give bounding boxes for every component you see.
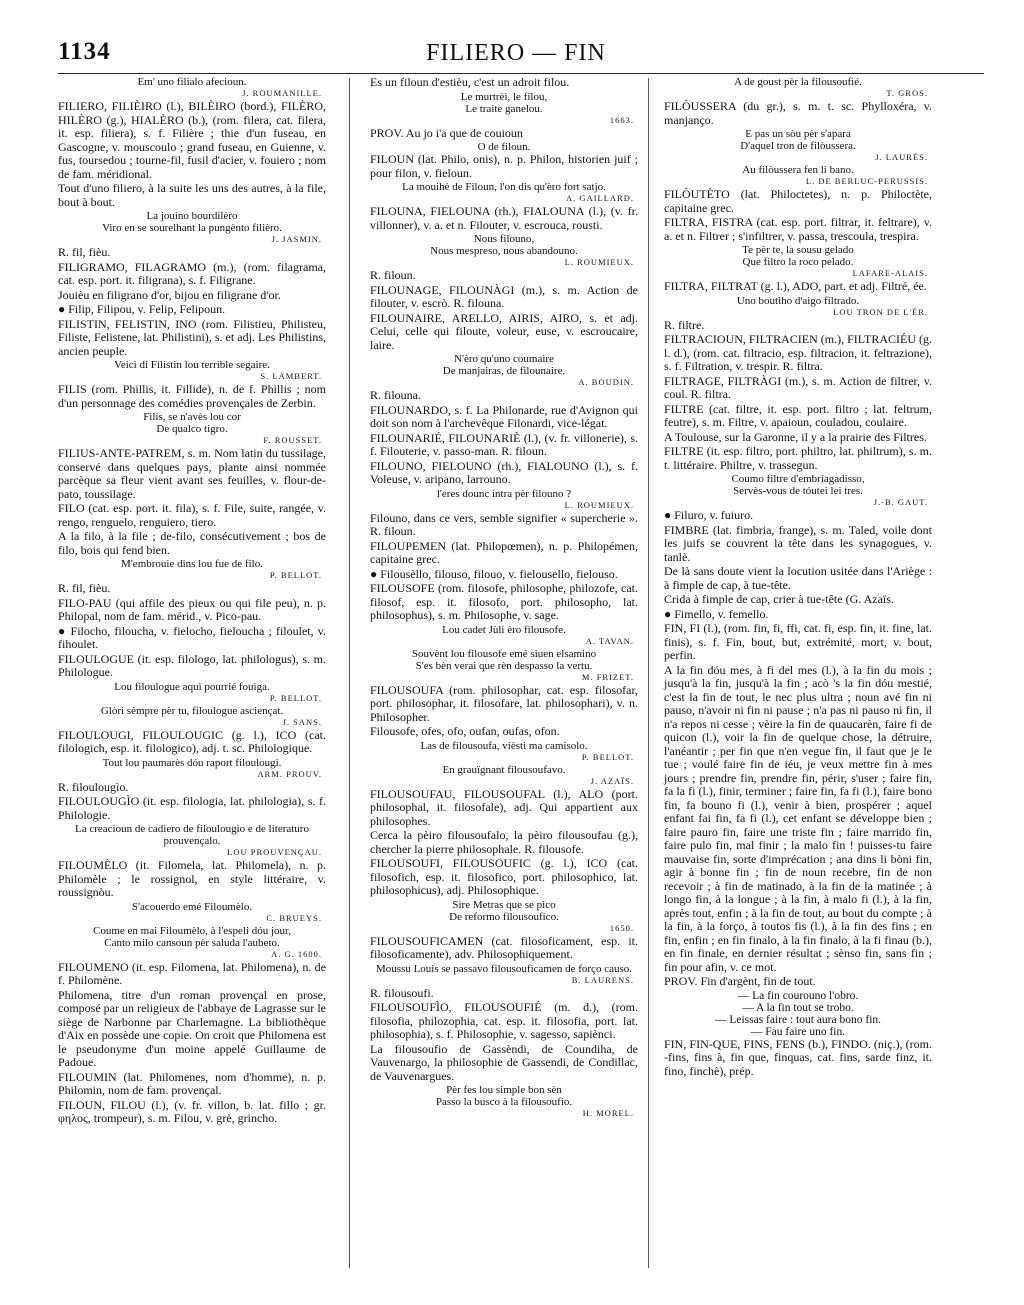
entry-text: FILÒUTÈTO (lat. Philoctetes), n. p. Philoctète, capitaine grec. xyxy=(664,187,932,215)
entry-text: FILTRE (cat. filtre, it. esp. port. filtro ; lat. feltrum, feutre), s. m. Filtre, v. apaioun, couladou, coulaire. xyxy=(664,401,932,429)
entry-text: ● Filousèllo, filouso, filouo, v. fielousello, fielouso. xyxy=(370,566,618,581)
entry-text: A Toulouse, sur la Garonne, il y a la prairie des Filtres. xyxy=(664,429,927,444)
entry-text: ● Fimello, v. femello. xyxy=(664,606,769,621)
quotation-line: Coume en mai Filoumèlo, à l'espeli dóu jour, xyxy=(93,924,291,937)
entry-text: FILO (cat. esp. port. it. fila), s. f. File, suite, rangée, v. rengo, renguelo, renguiero, tiero. xyxy=(58,501,326,529)
entry-text: R. filousoufi. xyxy=(370,985,434,1000)
page-header xyxy=(48,38,984,74)
quotation-attribution: J. LAURÈS. xyxy=(875,152,928,162)
quotation-line: Le murtrèi, le filou, xyxy=(460,90,548,103)
quotation-line: M'embrouie dins lou fue de filo. xyxy=(121,558,263,570)
quotation-attribution: 1650. xyxy=(609,922,634,933)
column-divider-left xyxy=(349,78,350,1268)
entry-text: FILOULOGUE (it. esp. filologo, lat. philologus), s. m. Philologue. xyxy=(58,651,326,679)
quotation-attribution: J. ROUMANILLE. xyxy=(242,88,322,98)
quotation-attribution: L. DE BERLUC-PERUSSIS. xyxy=(805,176,928,186)
quotation-line: La mouihè de Filoun, l'on dis qu'èro fort satjo. xyxy=(402,181,606,193)
quotation-line: Filis, se n'avès lou cor xyxy=(143,411,241,423)
quotation-line: Passo la busco à la filousoufio. xyxy=(435,1096,573,1108)
quotation-line: Lou cadet Jùli èro filousofe. xyxy=(442,623,566,636)
entry-text: FILOUNA, FIELOUNA (rh.), FIALOUNA (l.), (v. fr. villonner), v. a. et n. Filouter, v. escrouca, rousti. xyxy=(370,204,638,232)
quotation-attribution: C. BRUEYS. xyxy=(266,912,322,923)
quotation-attribution: B. LAURENS. xyxy=(571,974,634,985)
column-right xyxy=(664,76,932,1079)
entry-text: De là sans doute vient la locution usitée dans l'Ariège : à fimple de cap, à tue-tête. xyxy=(664,564,932,592)
entry-text: La filousoufio de Gassèndi, de Coundiha, de Vauvenargo, la philosophie de Gassendi, de Condillac, de Vauvenargues. xyxy=(370,1041,638,1083)
quotation-line: A de goust pèr la filousoufìé. xyxy=(734,76,862,88)
entry-text: FILO-PAU (qui affile des pieux ou qui file peu), n. p. Philopal, nom de fam. mérid., v. Pico-pau. xyxy=(58,595,326,623)
entry-text: FILOUMENO (it. esp. Filomena, lat. Philomena), n. de f. Philomène. xyxy=(58,959,326,987)
quotation-line: Souvènt lou filousofe emé siuen elsamino xyxy=(411,647,597,660)
entry-text: FILOUSOUFICAMEN (cat. filosoficament, esp. it. filosoficamente), adv. Philosophiquement. xyxy=(370,933,638,961)
quotation-attribution: LOU PROUVENÇAU. xyxy=(227,847,322,857)
entry-text: ● Filip, Filipou, v. Felip, Felipoun. xyxy=(58,302,226,316)
entry-text: R. filoun. xyxy=(370,268,416,282)
quotation-attribution: F. ROUSSET. xyxy=(263,435,322,445)
entry-text: FILIGRAMO, FILAGRAMO (m.), (rom. filagrama, cat. esp. port. it. filigrana), s. f. Filigrane. xyxy=(58,259,326,287)
entry-text: Jouièu en filigrano d'or, bijou en filigrane d'or. xyxy=(58,287,281,302)
entry-text: FILOUN (lat. Philo, onis), n. p. Philon, historien juif ; pour filon, v. fieloun. xyxy=(370,152,638,180)
entry-text: Tout d'uno filiero, à la suite les uns des autres, à la file, bout à bout. xyxy=(58,181,326,209)
entry-text: FILISTIN, FELISTIN, INO (rom. Filistieu, Philisteu, Filiste, Felistene, lat. Philistini), s. et adj. Les Philistins, ancien peuple. xyxy=(58,316,326,358)
quotation-line: Le traite ganelou. xyxy=(465,102,543,115)
quotation-line: N'èro qu'uno coumaire xyxy=(454,353,554,365)
quotation-attribution: LAFARE-ALAIS. xyxy=(852,268,928,278)
quotation-line: l'eres dounc intra pèr filouno ? xyxy=(436,487,572,500)
quotation-line: Nous mespreso, nous abandouno. xyxy=(430,245,578,257)
entry-text: ● Filocho, filoucha, v. fielocho, fieloucha ; filoulet, v. fihoulet. xyxy=(58,623,326,651)
entry-text: Philomena, titre d'un roman provençal en prose, composé par un religieux de l'abbaye de Lagrasse sur le siège de Narbonne par Charlemagne. La bibliothèque d'Aix en possède une copie. On croit que Philomena est le pseudonyme d'un moine appelé Guillaume de Padoue. xyxy=(58,987,326,1069)
entry-text: FILOUNAGE, FILOUNÀGI (m.), s. m. Action de filouter, v. escrò. R. filouna. xyxy=(370,282,638,310)
entry-text: R. filoulougìo. xyxy=(58,779,129,794)
quotation-attribution: A. TAVAN. xyxy=(585,635,634,646)
entry-text: PROV. Au jo i'a que de couioun xyxy=(370,125,523,140)
quotation-line: D'aquel tron de filòussera. xyxy=(740,140,856,152)
quotation-attribution: T. GROS. xyxy=(886,88,928,98)
entry-text: FIMBRE (lat. fimbria, frange), s. m. Taled, voile dont les juifs se couvrent la tête dans les synagogues, v. tanlè. xyxy=(664,522,932,564)
quotation-line: Coumo filtre d'embriagadisso, xyxy=(731,473,865,485)
quotation-line: Glòri sèmpre pèr tu, filoulogue asciençat. xyxy=(100,704,284,717)
entry-text: FILOUSOUFÌO, FILOUSOUFIÉ (m. d.), (rom. filosofia, philozophia, cat. esp. it. filosofia, port. lat. philosophia), s. f. Philosophie, v. sagesso, sapiènci. xyxy=(370,1000,638,1041)
entry-text: FILIUS-ANTE-PATREM, s. m. Nom latin du tussilage, conservé dans quelques pays, plante ainsi nommée parcèque sa fleur vient avant ses feuilles, v. flour-de-pato, toussilage. xyxy=(58,446,326,501)
quotation-line: Tout lou paumarès dóu raport filoulougi. xyxy=(102,756,282,769)
quotation-line: De reformo filousoufico. xyxy=(449,910,559,923)
quotation-line: Servès-vous de tóutei lei tres. xyxy=(733,485,863,497)
page-number: 1134 xyxy=(58,38,111,65)
quotation-line: Te pèr te, la sousu gelado xyxy=(742,244,854,256)
entry-text: FILOUNARDO, s. f. La Philonarde, rue d'Avignon qui doit son nom à l'archevêque Filonardi, vice-légat. xyxy=(370,402,638,430)
entry-text: FILOUSOUFAU, FILOUSOUFAL (l.), ALO (port. philosophal, it. filosofale), adj. Qui appartient aux philosophes. xyxy=(370,786,638,828)
entry-text: Filousofe, ofes, ofo, oufan, oufas, ofon. xyxy=(370,724,560,738)
quotation-attribution: J. AZAÏS. xyxy=(590,775,634,786)
quotation-line: Nous filouno, xyxy=(473,233,535,245)
quotation-line: Canto milo cansoun pèr saluda l'aubeto. xyxy=(104,936,280,949)
quotation-line: Pèr fes lou simple bon sèn xyxy=(446,1084,562,1096)
entry-text: R. filouna. xyxy=(370,388,421,402)
quotation-line: Em' uno filialo afecioun. xyxy=(137,76,247,88)
entry-text: FIN, FI (l.), (rom. fin, fi, ffi, cat. fi, esp. fin, it. fine, lat. finis), s. f. Fin, bout, but, extrémité, mort, v. bout, perfin. xyxy=(664,621,932,662)
quotation-attribution: ARM. PROUV. xyxy=(257,768,322,779)
quotation-line: Que filtro la roco pelado. xyxy=(742,256,854,268)
entry-text: FILTRA, FISTRA (cat. esp. port. filtrar, it. feltrare), v. a. et n. Filtrer ; s'infiltrer, v. passa, trescoula, trespira. xyxy=(664,215,932,243)
quotation-line: Sire Metras que se pico xyxy=(452,898,556,911)
column-left xyxy=(58,76,326,1127)
quotation-line: De manjairas, de filounaire. xyxy=(442,365,566,377)
entry-text: FILOUN, FILOU (l.), (v. fr. villon, b. lat. fillo ; gr. φηλος, trompeur), s. m. Filou, v. grè, grincho. xyxy=(58,1097,326,1125)
entry-text: FILOUMIN (lat. Philomenes, nom d'homme), n. p. Philomin, nom de fam. provençal. xyxy=(58,1069,326,1097)
quotation-attribution: L. ROUMIEUX. xyxy=(564,499,634,510)
entry-text: ● Filuro, v. fuiuro. xyxy=(664,508,754,522)
entry-text: FILOUNARIÉ, FILOUNARIÈ (l.), (v. fr. villonerie), s. f. Filouterie, v. passo-man. R. filoun. xyxy=(370,430,638,458)
quotation-line: S'es bèn verai que rèn despasso la vertu. xyxy=(415,659,593,672)
quotation-line: La jouino bourdilèro xyxy=(146,210,238,222)
entry-text: FILOUSOUFI, FILOUSOUFIC (g. l.), ICO (cat. filosofich, esp. it. filosofico, port. philosophico, lat. philosophicus), adj. Philosophique. xyxy=(370,856,638,897)
entry-text: Filouno, dans ce vers, semble signifier « supercherie ». R. filoun. xyxy=(370,510,638,538)
quotation-attribution: P. BELLOT. xyxy=(269,692,322,703)
entry-text: Cerca la pèiro filousoufalo, la pèiro filousoufau (g.), chercher la pierre philosophale. R. filousofe. xyxy=(370,828,638,856)
quotation-line: Moussu Louis se passavo filousouficamen de forço causo. xyxy=(375,962,632,975)
quotation-line: Uno boutiho d'aigo filtrado. xyxy=(736,294,860,307)
entry-text: FILOULOUGI, FILOULOUGIC (g. l.), ICO (cat. filologich, esp. it. filologico), adj. t. sc. Philologique. xyxy=(58,727,326,755)
quotation-line: S'acouerdo emé Filoumèlo. xyxy=(131,900,253,913)
entry-text: FILTRACIOUN, FILTRACIEN (m.), FILTRACIÉU (g. l. d.), (rom. cat. filtracio, esp. filtracion, it. feltrazione), s. f. Filtration, v. trespir. R. filtra. xyxy=(664,332,933,373)
proverb-line: — A la fin tout se trobo. xyxy=(742,1001,854,1014)
quotation-attribution: P. BELLOT. xyxy=(581,751,634,762)
quotation-attribution: M. FRIZET. xyxy=(581,671,634,682)
quotation-line: De qualco tigro. xyxy=(156,423,228,435)
entry-text: A la filo, à la file ; de-filo, consécutivement ; bos de filo, bois qui fend bien. xyxy=(58,529,326,557)
quotation-attribution: H. MOREL. xyxy=(582,1108,634,1118)
proverb-line: — Fau faire uno fin. xyxy=(750,1025,846,1038)
proverb-line: — Leissas faire : tout aura bono fin. xyxy=(714,1013,882,1026)
entry-text: Crida à fimple de cap, crier à tue-tête (G. Azaïs. xyxy=(664,592,894,606)
entry-text: A la fin dóu mes, à fi del mes (l.), à la fin du mois ; jusqu'à la fin, jusqu'à la fin ; acò 's la fin dóu mestié, c'est la fin de tout, le nec plus ultra ; noun avé fin ni pauso, n'avoir ni fin ni pause ; n'a pas ni pauso ni fin, il n'a repos ni cesse ; vèire la fin de quaucarèn, faire fi de quicon (l.), voir la fin de quelque chose, la détruire, l'anéantir ; per fin que n'en vegue fin, il faut que je le tue ; voulé faire fin de iéu, je veux mettre fin à mes jours ; prendre fin, prendre fin, périr, s'user ; faire fin, fa la fi (l.), finir, terminer ; faire fin, fa fi (l.), faire bono fin, fa bouno fi (l.), venir à bien, prospérer ; aquel enfant fai fin, fa fi (l.), cet enfant se développe bien ; faire pauro fin, faire une triste fin ; faire marrido fin, faire pulo fin, mal finir ; la malo fin ! puisses-tu faire mauvaise fin, sorte d'imprécation ; ana dins li bòni fin, agir à bonne fin ; fin de noun recebre, fin de non recevoir ; à fin de matinado, à la fin de la matinée ; à longo fin, à la longue ; à la fin, à malo fi (l.), à la fin, après tout, enfin ; à la fin de tout, au bout du compte ; à la fin, à la forço, à toutos fis (l.), à la fin des fins ; en fin, enfin ; en fin finalo, à la fin finalo, à la fi finau (b.), en fin finale, en dernier résultat ; sènso fin, sans fin ; fin pour afin, v. ce mot. xyxy=(664,662,932,974)
entry-text: FILOUSOUFA (rom. philosophar, cat. esp. filosofar, port. philosophar, it. filosofare, lat. philosophari), v. n. Philosopher. xyxy=(370,682,638,724)
entry-text: FILOUNAIRE, ARELLO, AIRIS, AIRO, s. et adj. Celui, celle qui filoute, voleur, euse, v. escroucaire, laire. xyxy=(370,310,638,352)
quotation-attribution: L. ROUMIEUX. xyxy=(564,257,634,267)
entry-text: FIN, FIN-QUE, FINS, FENS (b.), FINDO. (niç.), (rom. -fins, fins à, fin que, finquas, cat. fins, sarde finz, it. fino, finchè), prép. xyxy=(664,1036,932,1078)
entry-text: FILÒUSSERA (du gr.), s. m. t. sc. Phylloxéra, v. manjanço. xyxy=(664,99,932,127)
quotation-attribution: A. G. 1600. xyxy=(271,948,322,959)
entry-text: FILOUPEMEN (lat. Philopœmen), n. p. Philopémen, capitaine grec. xyxy=(370,538,638,566)
header-rule xyxy=(58,73,984,74)
entry-text: Es un filoun d'estièu, c'est un adroit filou. xyxy=(370,75,570,89)
entry-text: FILOULOUGÌO (it. esp. filologia, lat. philologia), s. f. Philologie. xyxy=(58,794,326,822)
quotation-line: Las de filousoufa, vièsti ma camisolo. xyxy=(420,739,588,752)
entry-text: PROV. Fin d'argènt, fin de tout. xyxy=(664,974,816,988)
quotation-line: Lou filoulogue aquì pourrié fouiga. xyxy=(114,680,270,693)
column-middle xyxy=(370,76,638,1120)
entry-text: FILIERO, FILIÈIRO (l.), BILÈIRO (bord.), FILÈRO, HILÈRO (g.), HIALÈRO (b.), (rom. filera, cat. filera, it. esp. filiera), s. f. Filière ; thie d'un fuseau, en Gascogne, v. mouscoulo ; grand fuseau, en Guienne, v. fus, toursedou ; tourne-fil, fusil d'acier, v. fouiero ; nom de fam. méridional. xyxy=(58,99,326,181)
entry-text: R. filtre. xyxy=(664,317,705,332)
column-divider-right xyxy=(648,78,649,1268)
entry-text: FILIS (rom. Phillis, it. Fillide), n. de f. Phillis ; nom d'un personnage des comédies provençales de Zerbin. xyxy=(58,382,326,410)
entry-text: R. fil, fièu. xyxy=(58,581,111,595)
quotation-attribution: A. BOUDIN. xyxy=(578,377,634,387)
quotation-attribution: LOU TRON DE L'ÈR. xyxy=(833,306,928,317)
quotation-line: Viro en se sourelhant la pungènto filièro. xyxy=(102,222,282,234)
quotation-line: En grauïgnant filousoufavo. xyxy=(442,763,566,776)
quotation-attribution: J. SANS. xyxy=(282,716,322,727)
running-title: FILIERO — FIN xyxy=(426,40,606,66)
quotation-line: Au filòussera fen li bano. xyxy=(742,164,854,176)
quotation-attribution: S. LAMBERT. xyxy=(260,371,322,381)
proverb-line: — La fin courouno l'obro. xyxy=(737,989,859,1002)
entry-text: R. fil, fièu. xyxy=(58,245,111,259)
entry-text: FILTRAGE, FILTRÀGI (m.), s. m. Action de filtrer, v. coul. R. filtra. xyxy=(664,373,932,401)
quotation-line: E pas un sòu pèr s'apara xyxy=(745,128,851,140)
quotation-attribution: A. GAILLARD. xyxy=(566,193,634,203)
entry-text: FILOUSOFE (rom. filosofe, philosophe, philozofe, cat. filosof, esp. it. filosofo, port. philosopho, lat. philosophus), s. m. Philosophe, v. sage. xyxy=(370,581,638,622)
quotation-attribution: J. JASMIN. xyxy=(271,234,322,244)
entry-text: FILOUMÈLO (it. Filomela, lat. Philomela), n. p. Philomèle ; le rossignol, en style littéraire, v. roussignòu. xyxy=(58,858,326,899)
entry-text: FILTRA, FILTRAT (g. l.), ADO, part. et adj. Filtré, ée. xyxy=(664,279,927,293)
entry-text: FILTRE (it. esp. filtro, port. philtro, lat. philtrum), s. m. t. littéraire. Philtre, v. trassegun. xyxy=(664,444,932,472)
entry-text: FILOUNO, FIELOUNO (rh.), FIALOUNO (l.), s. f. Voleuse, v. aripano, larrouno. xyxy=(370,458,638,486)
quotation-line: O de filoun. xyxy=(477,141,531,153)
quotation-attribution: P. BELLOT. xyxy=(269,570,322,580)
quotation-line: La creacioun de cadiero de filoulougìo e de literaturo prouvençalo. xyxy=(75,823,309,847)
quotation-attribution: 1663. xyxy=(609,114,634,125)
quotation-attribution: J.-B. GAUT. xyxy=(873,497,928,507)
quotation-line: Veici di Filistin lou terrible segaire. xyxy=(114,359,270,371)
